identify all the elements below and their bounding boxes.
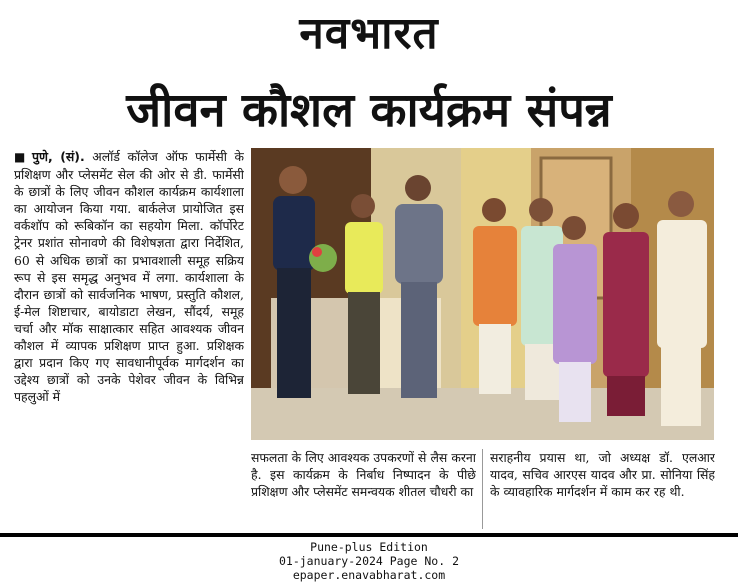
person-3 bbox=[395, 175, 443, 398]
column-divider bbox=[482, 449, 483, 529]
article-headline: जीवन कौशल कार्यक्रम संपन्न bbox=[126, 83, 612, 138]
person-4 bbox=[473, 198, 517, 394]
person-8 bbox=[657, 191, 707, 426]
footer-edition: Pune-plus Edition bbox=[310, 540, 428, 554]
person-1 bbox=[273, 166, 315, 398]
article-column-2: सफलता के लिए आवश्यक उपकरणों से लैस करना है. इस कार्यक्रम के निर्बाध निष्पादन के पीछे प्रशिक्षण और प्लेसमेंट समन्वयक शीतल चौधरी का bbox=[251, 450, 476, 499]
dateline-source: (सं). bbox=[60, 149, 85, 164]
group-photo bbox=[251, 148, 714, 440]
dateline-place: पुणे, bbox=[31, 149, 53, 164]
footer-date-page: 01-january-2024 Page No. 2 bbox=[278, 554, 459, 568]
person-6 bbox=[553, 216, 597, 422]
bullet-square-icon: ■ bbox=[14, 150, 29, 164]
article-column-1 bbox=[14, 148, 244, 523]
footer-rule bbox=[0, 533, 738, 537]
newspaper-masthead: नवभारत bbox=[299, 8, 439, 59]
person-7 bbox=[603, 203, 649, 416]
page-footer bbox=[0, 540, 738, 582]
article-text-col1: अलॉर्ड कॉलेज ऑफ फार्मेसी के प्रशिक्षण और प्लेसमेंट सेल की ओर से डी. फार्मेसी के छात्रों के लिए जीवन कौशल कार्यक्रम कार्यशाला का आयोजन किया गया. बार्कलेज प्रायोजित इस वर्कशॉप को रूबिकॉन का सहयोग मिला. कॉर्पोरेट ट्रेनर प्रशांत सोनावणे की विशेषज्ञता द्वारा निर्देशित, 60 से अधिक छात्रों का प्रभावशाली समूह सक्रिय रूप से इस समृद्ध अनुभव में लगा. कार्यशाला के दौरान छात्रों को सार्वजनिक भाषण, प्रस्तुति कौशल, ई-मेल शिष्टाचार, बायोडाटा लेखन, सौंदर्य, समूह चर्चा और मॉक साक्षात्कार सहित आवश्यक जीवन कौशल में व्यापक प्रशिक्षण प्राप्त हुआ. प्रशिक्षक द्वारा प्रदान किए गए सावधानीपूर्वक मार्गदर्शन का उद्देश्य छात्रों को उनके पेशेवर जीवन के विभिन्न पहलुओं में bbox=[14, 149, 244, 405]
article-column-3: सराहनीय प्रयास था, जो अध्यक्ष डॉ. एलआर यादव, सचिव आरएस यादव और प्रा. सोनिया सिंह के व्यावहारिक मार्गदर्शन में काम कर रह थी. bbox=[490, 450, 715, 499]
footer-site: epaper.enavabharat.com bbox=[292, 568, 446, 582]
